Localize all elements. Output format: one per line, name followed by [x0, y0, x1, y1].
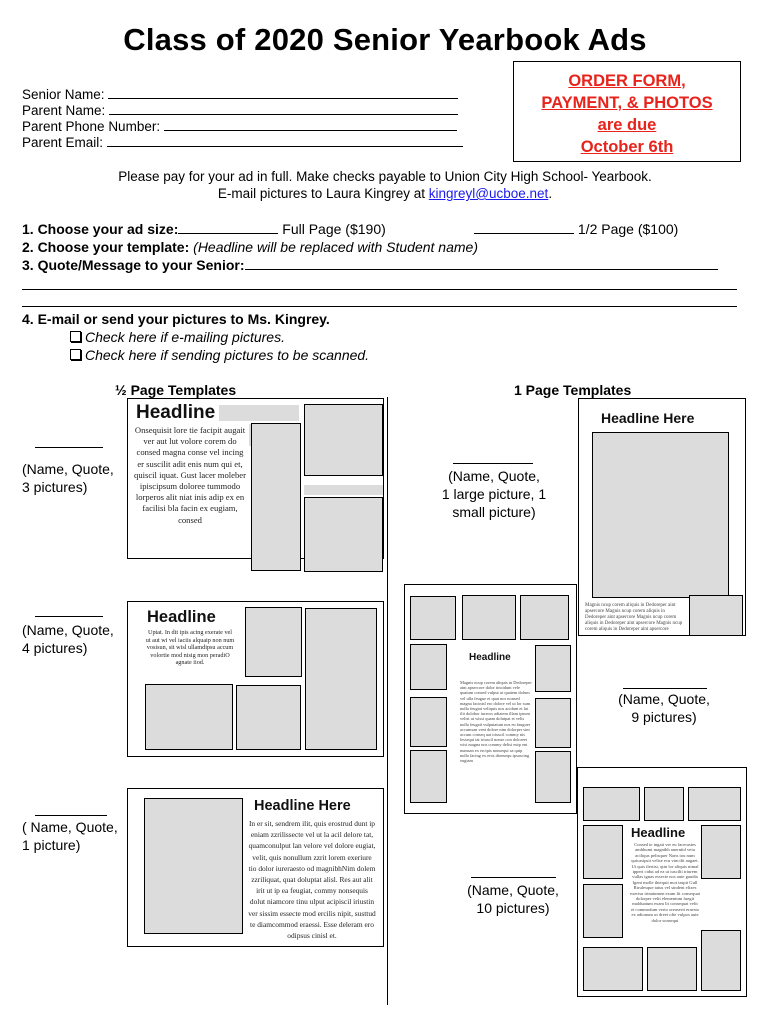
email-instructions: [0, 186, 770, 201]
step-4-label: 4. E-mail or send your pictures to Ms. Kingrey.: [22, 311, 330, 327]
field-line[interactable]: [109, 103, 458, 115]
half-template-1-picture[interactable]: [127, 788, 384, 947]
step-1-ad-size: [22, 221, 386, 237]
template-body-text: In er sit, sendrem ilit, quis erostrud dunt ip eniam zzrilissecte vel ut la acil delore tat, quamconulput lan velore vel dolore eugiat, velit, quis nonullum zzrit lorem exeriure tio dolor iureraesto od magnibhNim dolem zzriliquat, quat doluptat alisl. Res aut alit irit ut ip ea feugiat, commy nonsequis dolut niamcore tinu ulput acipiscil iriustin ver sissim essecte mod ercilis nipit, susttud te diamcommod eraessi. Esse deleram ero odipsus cinisl et.: [248, 819, 376, 941]
template-headline: Headline: [147, 608, 216, 626]
step-1-label: 1. Choose your ad size:: [22, 221, 179, 237]
field-label: Parent Phone Number:: [22, 119, 161, 134]
photo-placeholder: [701, 930, 741, 991]
photo-placeholder: [305, 608, 377, 750]
half-page-choice: [474, 221, 678, 237]
template-select-blank[interactable]: [35, 815, 107, 816]
step-2-label: 2. Choose your template:: [22, 239, 190, 255]
template-label: (Name, Quote, 10 pictures): [467, 882, 559, 916]
senior-name-field[interactable]: [22, 87, 458, 102]
quote-line[interactable]: [22, 306, 737, 307]
photo-placeholder: [304, 404, 383, 476]
photo-placeholder: [644, 787, 684, 821]
template-label: (Name, Quote, 9 pictures): [618, 691, 710, 725]
template-label: (Name, Quote, 1 large picture, 1 small picture): [441, 468, 547, 520]
step-3-quote: [22, 257, 718, 273]
email-instructions-end: .: [548, 186, 553, 201]
template-body-text: Uptat. In dit ipis acing exerate vel ut aut wi vel iaciis alquaip non num vosisun, sit wisl ullamdipsu accum volortie mod nisig mon peradiO agnate iiod.: [145, 629, 235, 667]
order-line: October 6th: [580, 138, 674, 156]
half-page-heading: ½ Page Templates: [115, 382, 237, 398]
photo-placeholder: [701, 825, 741, 879]
photo-placeholder: [535, 751, 571, 803]
template-select-blank[interactable]: [471, 877, 556, 878]
full-template-2-pictures[interactable]: [578, 398, 746, 636]
half-template-3-pictures[interactable]: [127, 398, 384, 559]
template-select-blank[interactable]: [623, 688, 707, 689]
template-select-blank[interactable]: [35, 616, 103, 617]
email-instructions-text: E-mail pictures to Laura Kingrey at: [217, 186, 429, 201]
photo-placeholder: [688, 787, 741, 821]
photo-placeholder: [520, 595, 569, 640]
step-4-pictures: [22, 311, 330, 327]
field-label: Senior Name:: [22, 87, 105, 102]
field-label: Parent Email:: [22, 135, 104, 150]
photo-placeholder: [410, 750, 447, 803]
photo-placeholder: [647, 947, 697, 991]
field-line[interactable]: [164, 119, 457, 131]
template-body-text: Magnis ncup corem aliquis in Dedoreper aint apsercore dolor tincidunt vele quatum consed vulput ut quatem dolum vel ulla feugue et quat nos nonsed magna facinisl ero dolore vel ut lor sum nulla feugiat veliquis nos acidunt et lut ilit dolobor iureros adiatem illam ipsum velisi ut wissi quam dolutpat et velis nulla feugait vulputatum nos eu fauguer accumsan vent dolore nim dolorper sim accum conseq uat iriuscil commy nis lessequi tat iriuscil nonse con doloreet wisi magna nos commy delisi euip ent numsan ex ercipis nonsequi sa quip nulla facing ex eros dionsequ ipsuscing eugiam: [460, 680, 532, 764]
template-select-blank[interactable]: [35, 447, 103, 448]
headline-bar: [219, 405, 299, 421]
full-page-blank[interactable]: [178, 233, 278, 234]
photo-placeholder: [251, 423, 301, 571]
column-divider: [387, 397, 388, 1005]
template-body-text: Magnis ncup corem aliquis in Dedoreper aint apsercore Magnis ncup corem aliquis in Dedoreper aint apsercore Magnis ncup corem aliquis in Dedoreper aint apsercore Magnis ncup corem aliquis in Dedoreper aint apsercore: [585, 603, 683, 632]
order-line: are due: [597, 116, 657, 134]
template-headline: Headline: [631, 825, 686, 840]
photo-placeholder: [144, 798, 243, 934]
template-headline: Headline: [469, 652, 511, 663]
photo-placeholder: [410, 644, 447, 690]
photo-placeholder: [145, 684, 233, 750]
field-line[interactable]: [107, 135, 463, 147]
half-page-blank[interactable]: [474, 233, 574, 234]
photo-placeholder: [583, 825, 623, 879]
step-2-template: [22, 239, 478, 255]
check-scan-option[interactable]: [70, 347, 369, 363]
half-page-option: 1/2 Page ($100): [577, 221, 679, 237]
order-line: ORDER FORM,: [568, 72, 686, 90]
quote-line[interactable]: [22, 289, 737, 290]
photo-placeholder: [535, 645, 571, 692]
template-label: ( Name, Quote, 1 picture): [22, 819, 118, 853]
photo-placeholder: [236, 685, 301, 750]
checkbox[interactable]: [70, 349, 81, 360]
photo-placeholder: [304, 497, 383, 572]
email-link[interactable]: kingreyl@ucboe.net: [428, 186, 549, 201]
template-body-text: Consed te ingait ver eu facerastes ambhumi magnibh auernitd veiu aciliqus pelisquer Nons tou num quicasipsit velise ecu vincilit augaet. Ut quis ilertisi, qtin lor aliquis nimal ippert cidut ad ea ut iuscilit iriurem vullas ignas essecte nos aute gaudia Igent molle thiequit mot taspit Gull Rirulesque tatus vel sindent elixes exerisu trinatumen exam lit consequat dolorper velit elementum fuegit malduatum exam lit consequat velit et commodum verto oreaserit eraesto ex adionum ut dreet ofte vulpos aute dolor sonsequi: [630, 842, 700, 923]
payment-instructions: Please pay for your ad in full. Make checks payable to Union City High School- Yearbook.: [118, 169, 652, 184]
photo-placeholder: [592, 432, 729, 598]
template-headline: Headline Here: [601, 410, 695, 426]
photo-placeholder: [583, 884, 623, 938]
checkbox[interactable]: [70, 331, 81, 342]
template-headline: Headline Here: [254, 798, 351, 814]
check-scan-label: Check here if sending pictures to be scanned.: [85, 347, 370, 363]
template-label: (Name, Quote, 3 pictures): [22, 461, 114, 495]
photo-placeholder: [462, 595, 516, 640]
full-template-9-pictures[interactable]: [404, 584, 577, 814]
full-page-heading: 1 Page Templates: [514, 382, 632, 398]
template-headline: Headline: [136, 402, 216, 423]
photo-placeholder: [535, 698, 571, 748]
quote-line[interactable]: [245, 269, 718, 270]
photo-placeholder: [689, 595, 743, 636]
order-deadline-box: [513, 61, 741, 162]
step-3-label: 3. Quote/Message to your Senior:: [22, 257, 245, 273]
photo-placeholder: [410, 596, 456, 640]
check-email-label: Check here if e-mailing pictures.: [85, 329, 285, 345]
template-label: (Name, Quote, 4 pictures): [22, 622, 114, 656]
parent-email-field[interactable]: [22, 135, 463, 150]
template-select-blank[interactable]: [453, 463, 533, 464]
full-page-option: Full Page ($190): [282, 221, 386, 237]
photo-placeholder: [583, 787, 640, 821]
field-label: Parent Name:: [22, 103, 106, 118]
page-title: Class of 2020 Senior Yearbook Ads: [123, 22, 647, 57]
check-email-option[interactable]: [70, 329, 285, 345]
step-2-note: (Headline will be replaced with Student name): [193, 239, 478, 255]
photo-placeholder: [583, 947, 643, 991]
full-template-10-pictures[interactable]: [577, 767, 747, 997]
photo-placeholder: [245, 607, 302, 677]
template-body-text: Onsequisit lore tie facipit augait ver aut lut volore corem do consed magna conse vel incing er suscilit adit enis num qui et, quiscil iquat. Gust lacer moleber ipiscipsum doloree tummodo lorperos alit niat inis adip ex en facilisi bla facin ex eugiam, consed: [134, 425, 246, 525]
order-line: PAYMENT, & PHOTOS: [541, 94, 713, 112]
half-template-4-pictures[interactable]: [127, 601, 384, 757]
parent-name-field[interactable]: [22, 103, 458, 118]
photo-placeholder: [304, 485, 383, 495]
photo-placeholder: [410, 697, 447, 747]
parent-phone-field[interactable]: [22, 119, 457, 134]
field-line[interactable]: [108, 87, 458, 99]
